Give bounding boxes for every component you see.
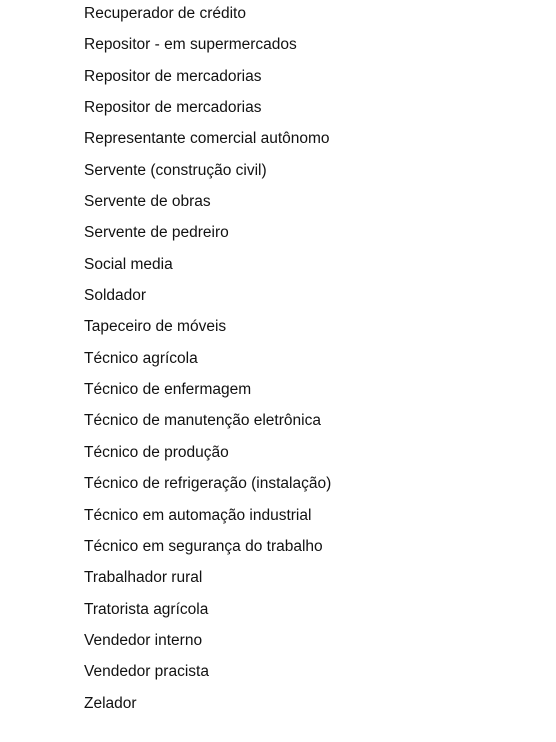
occupation-list: [84, 2, 331, 723]
list-item: Técnico de enfermagem: [84, 381, 252, 399]
list-item: Representante comercial autônomo: [84, 130, 330, 148]
list-item: Repositor - em supermercados: [84, 36, 297, 54]
list-item: Servente de pedreiro: [84, 224, 229, 242]
list-item: Repositor de mercadorias: [84, 67, 262, 85]
list-item: Servente de obras: [84, 193, 211, 211]
list-item: Recuperador de crédito: [84, 5, 246, 22]
list-item: Técnico de refrigeração (instalação): [84, 475, 332, 493]
list-item: Técnico de manutenção eletrônica: [84, 412, 321, 430]
list-item: Técnico de produção: [84, 443, 229, 461]
list-item: Vendedor pracista: [84, 663, 209, 681]
list-item: Trabalhador rural: [84, 569, 203, 587]
list-item: Zelador: [84, 694, 137, 712]
list-item: Técnico em automação industrial: [84, 506, 312, 524]
list-item: Tratorista agrícola: [84, 600, 209, 618]
list-item: Tapeceiro de móveis: [84, 318, 227, 336]
list-item: Social media: [84, 255, 173, 273]
list-item: Soldador: [84, 287, 147, 305]
list-item: Vendedor interno: [84, 631, 203, 649]
list-item: Servente (construção civil): [84, 161, 267, 179]
list-item: Repositor de mercadorias: [84, 99, 262, 117]
list-item: Técnico em segurança do trabalho: [84, 537, 323, 555]
list-item: Técnico agrícola: [84, 349, 198, 367]
